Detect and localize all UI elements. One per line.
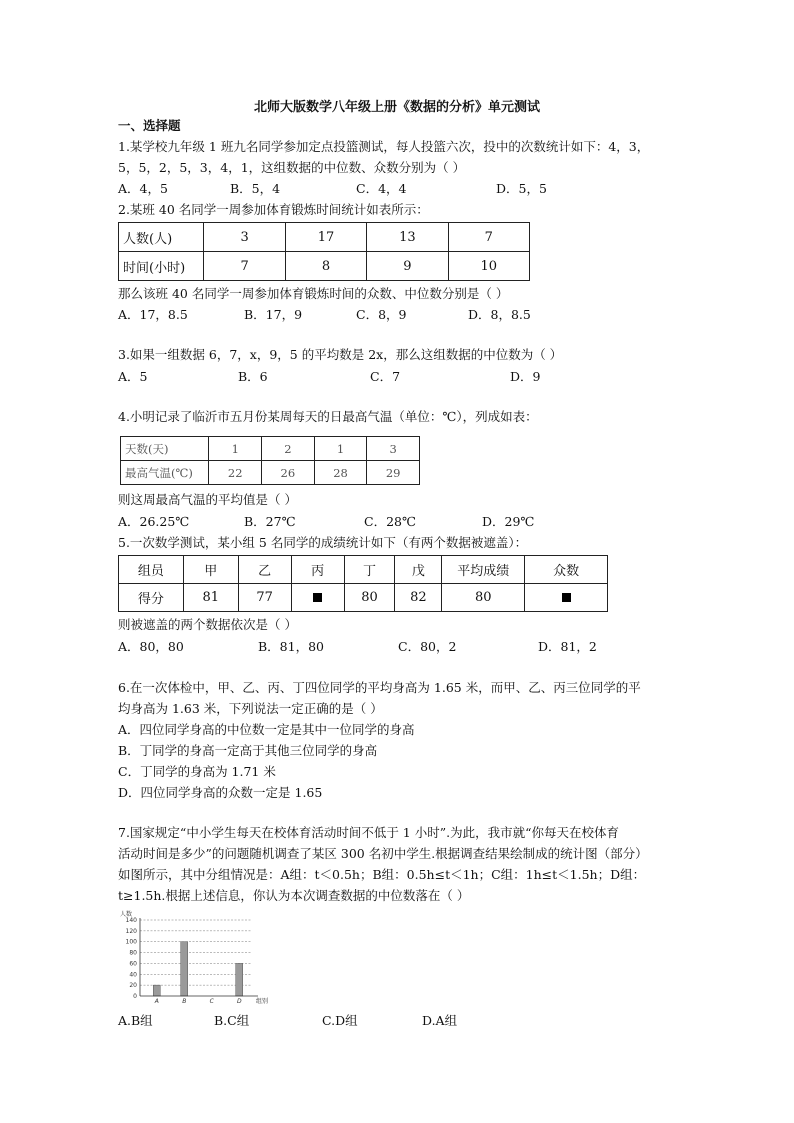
q7-option-d[interactable]: D.A组 [422,1013,458,1028]
q4-table [120,436,420,485]
chart-bar-A [153,985,160,996]
chart-y-tick-label: 60 [129,960,137,968]
page-title: 北师大版数学八年级上册《数据的分析》单元测试 [253,100,540,115]
q2-row1-header: 人数(人) [119,223,204,252]
q5-cell: 81 [183,584,238,612]
q6-option-b[interactable]: B．丁同学的身高一定高于其他三位同学的身高 [118,743,378,758]
chart-y-tick-label: 120 [125,927,137,935]
q6-option-c[interactable]: C．丁同学的身高为 1.71 米 [118,764,276,779]
q5-option-b[interactable]: B．81，80 [258,639,324,654]
q7-stem-line2: 活动时间是多少”的问题随机调查了某区 300 名初中学生.根据调查结果绘制成的统计图（部分） [118,846,648,861]
chart-xlabel: 组别 [256,998,269,1005]
q5-row-header: 得分 [119,584,184,612]
q5-header-cell: 平均成绩 [442,556,525,584]
q5-header-cell: 甲 [183,556,238,584]
q5-header-cell: 乙 [238,556,291,584]
q4-cell: 22 [209,461,262,485]
q4-option-c[interactable]: C．28℃ [364,514,416,529]
q4-cell: 2 [262,437,315,461]
chart-category-label: D [236,998,242,1005]
q5-header-cell: 组员 [119,556,184,584]
chart-ylabel: 人数 [120,911,133,918]
q7-option-a[interactable]: A.B组 [118,1013,153,1028]
q4-cell: 3 [367,437,420,461]
q5-options [118,639,678,655]
chart-category-label: C [209,998,214,1005]
q5-cell: 80 [344,584,395,612]
q5-header-cell: 众数 [525,556,608,584]
q1-option-b[interactable]: B．5，4 [230,181,281,196]
q5-cell: 82 [395,584,442,612]
q5-table [118,555,608,612]
q2-cell: 13 [367,223,448,252]
q5-stem-line1: 5.一次数学测试，某小组 5 名同学的成绩统计如下（有两个数据被遮盖）： [118,535,528,550]
q2-table [118,222,530,281]
q3-option-b[interactable]: B．6 [238,369,268,384]
chart-category-label: A [154,998,159,1005]
q7-stem-line3: 如图所示，其中分组情况是：A组：t＜0.5h；B组：0.5h≤t＜1h；C组：1h≤t＜1.5h；D组： [118,867,646,882]
covered-square-icon [313,593,322,602]
q4-cell: 1 [314,437,367,461]
chart-y-tick-label: 80 [129,949,137,957]
chart-category-label: B [182,998,187,1005]
q4-cell: 28 [314,461,367,485]
chart-y-tick-label: 0 [133,993,137,1000]
q3-option-c[interactable]: C．7 [370,369,401,384]
q5-stem-line2: 则被遮盖的两个数据依次是（ ） [118,617,297,632]
q5-header-cell: 丙 [291,556,344,584]
q4-cell: 1 [209,437,262,461]
q4-options [118,514,678,530]
q2-cell: 3 [204,223,285,252]
chart-y-tick-label: 20 [129,982,137,990]
q4-option-b[interactable]: B．27℃ [244,514,296,529]
q5-option-d[interactable]: D．81，2 [538,639,597,654]
q7-stem-line1: 7.国家规定“中小学生每天在校体育活动时间不低于 1 小时”.为此，我市就“你每天在校体育 [118,825,619,840]
q5-cell-covered [291,584,344,612]
q4-cell: 29 [367,461,420,485]
q4-stem-line2: 则这周最高气温的平均值是（ ） [118,492,297,507]
q7-bar-chart [118,906,273,1006]
q5-header-cell: 戊 [395,556,442,584]
q2-cell: 8 [285,252,366,281]
q2-options [118,307,678,323]
q2-cell: 10 [448,252,529,281]
q2-option-d[interactable]: D．8，8.5 [468,307,531,322]
q1-option-a[interactable]: A．4，5 [118,181,168,196]
q6-option-d[interactable]: D．四位同学身高的众数一定是 1.65 [118,785,323,800]
q3-option-d[interactable]: D．9 [510,369,541,384]
q7-options [118,1013,538,1029]
chart-y-tick-label: 140 [125,917,137,924]
q3-option-a[interactable]: A．5 [118,369,148,384]
q6-stem-line1: 6.在一次体检中，甲、乙、丙、丁四位同学的平均身高为 1.65 米，而甲、乙、丙三位同学的平 [118,680,641,695]
q2-option-b[interactable]: B．17，9 [244,307,303,322]
q7-option-b[interactable]: B.C组 [214,1013,250,1028]
chart-y-tick-label: 40 [129,971,137,979]
q2-cell: 7 [448,223,529,252]
q5-cell: 80 [442,584,525,612]
section-heading: 一、选择题 [118,118,181,133]
q2-row2-header: 时间(小时) [119,252,204,281]
q2-option-a[interactable]: A．17，8.5 [118,307,188,322]
q5-cell: 77 [238,584,291,612]
q7-option-c[interactable]: C.D组 [322,1013,358,1028]
q1-stem-line1: 1.某学校九年级 1 班九名同学参加定点投篮测试，每人投篮六次，投中的次数统计如下：4，3， [118,139,650,154]
q2-stem-line2: 那么该班 40 名同学一周参加体育锻炼时间的众数、中位数分别是（ ） [118,286,509,301]
q4-row2-header: 最高气温(℃) [121,461,209,485]
chart-bar-B [181,942,188,996]
q6-option-a[interactable]: A．四位同学身高的中位数一定是其中一位同学的身高 [118,722,415,737]
q5-cell-covered [525,584,608,612]
q2-option-c[interactable]: C．8，9 [356,307,407,322]
q4-option-d[interactable]: D．29℃ [482,514,535,529]
q1-option-d[interactable]: D．5，5 [496,181,547,196]
q2-cell: 9 [367,252,448,281]
covered-square-icon [562,593,571,602]
q5-header-cell: 丁 [344,556,395,584]
q2-cell: 7 [204,252,285,281]
q3-options [118,369,678,385]
q2-stem-line1: 2.某班 40 名同学一周参加体育锻炼时间统计如表所示： [118,202,429,217]
q3-stem: 3.如果一组数据 6，7，x，9，5 的平均数是 2x，那么这组数据的中位数为（ ） [118,347,563,362]
q1-option-c[interactable]: C．4，4 [356,181,407,196]
q4-cell: 26 [262,461,315,485]
chart-bar-D [236,963,243,996]
q1-stem-line2: 5，5，2，5，3，4，1，这组数据的中位数、众数分别为（ ） [118,160,466,175]
q5-option-a[interactable]: A．80，80 [118,639,184,654]
q7-stem-line4: t≥1.5h.根据上述信息，你认为本次调查数据的中位数落在（ ） [118,888,470,903]
q2-cell: 17 [285,223,366,252]
q1-options [118,181,678,197]
q6-stem-line2: 均身高为 1.63 米，下列说法一定正确的是（ ） [118,701,383,716]
q4-option-a[interactable]: A．26.25℃ [118,514,190,529]
q4-row1-header: 天数(天) [121,437,209,461]
chart-y-tick-label: 100 [125,938,137,946]
q4-stem-line1: 4.小明记录了临沂市五月份某周每天的日最高气温（单位：℃），列成如表： [118,409,538,424]
q5-option-c[interactable]: C．80，2 [398,639,457,654]
